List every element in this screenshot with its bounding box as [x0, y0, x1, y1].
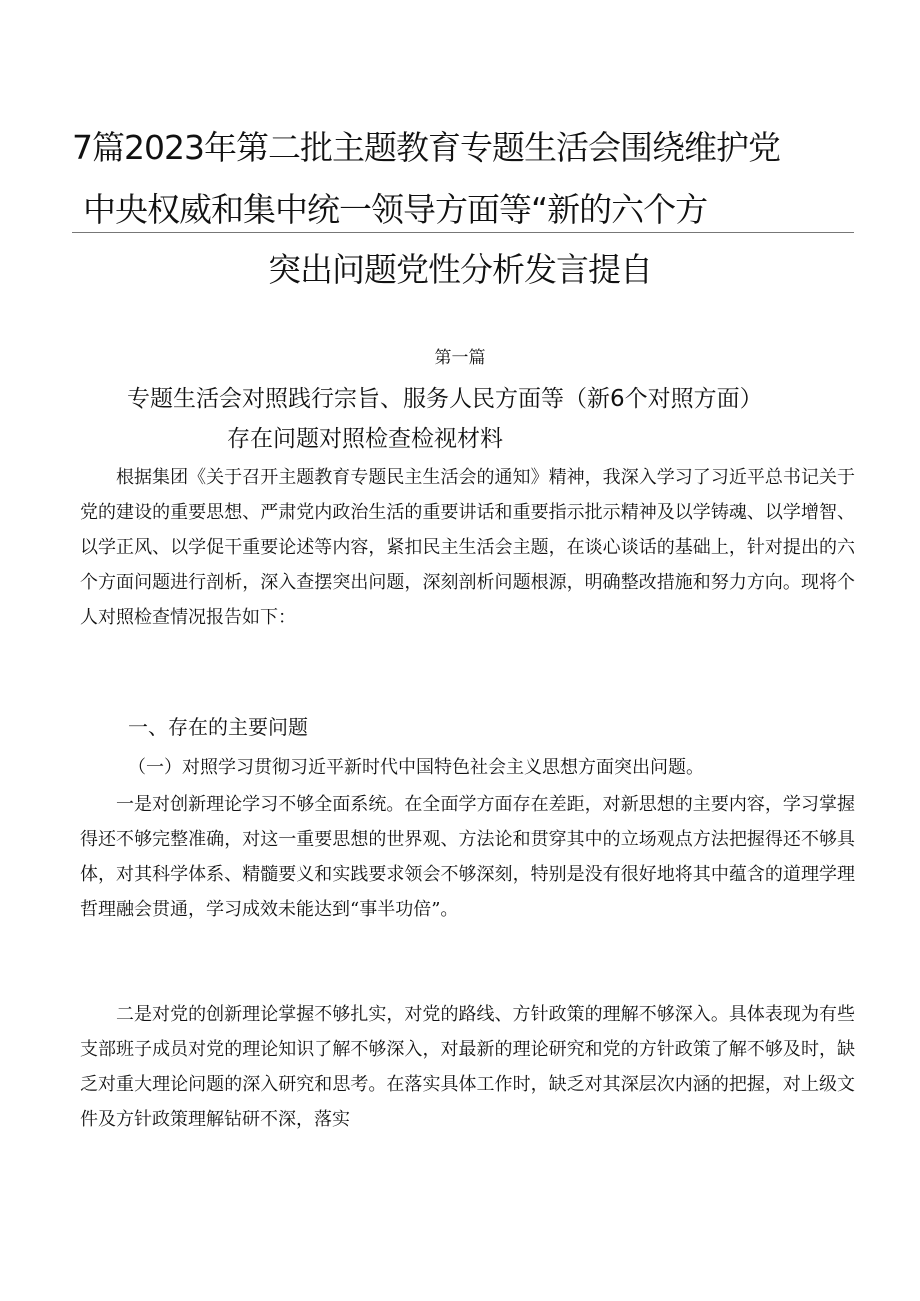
document-title-line-3: 突出问题党性分析发言提自 — [268, 250, 652, 289]
sub-heading-1: （一）对照学习贯彻习近平新时代中国特色社会主义思想方面突出问题。 — [128, 757, 704, 778]
intro-paragraph: 根据集团《关于召开主题教育专题民主生活会的通知》精神，我深入学习了习近平总书记关于党的建设的重要思想、严肃党内政治生活的重要讲话和重要指示批示精神及以学铸魂、以学增智、以学正风、以学促干重要论述等内容，紧扣民主生活会主题，在谈心谈话的基础上，针对提出的六个方面问题进行剖析，深入查摆突出问题，深刻剖析问题根源，明确整改措施和努力方向。现将个人对照检查情况报告如下： — [80, 467, 855, 628]
section-label: 第一篇 — [434, 348, 486, 368]
subtitle-line-1: 专题生活会对照践行宗旨、服务人民方面等（新6个对照方面） — [127, 386, 763, 412]
document-title-line-1: 7篇2023年第二批主题教育专题生活会围绕维护党 — [72, 128, 780, 167]
title-divider — [72, 232, 854, 233]
document-title-line-2: 中央权威和集中统一领导方面等“新的六个方 — [83, 190, 708, 229]
heading-main-problems: 一、存在的主要问题 — [128, 715, 308, 739]
body-paragraph-1: 一是对创新理论学习不够全面系统。在全面学方面存在差距，对新思想的主要内容，学习掌握得还不够完整准确，对这一重要思想的世界观、方法论和贯穿其中的立场观点方法把握得还不够具体，对其科学体系、精髓要义和实践要求领会不够深刻，特别是没有很好地将其中蕴含的道理学理哲理融会贯通，学习成效未能达到“事半功倍”。 — [80, 794, 855, 920]
body-paragraph-2: 二是对党的创新理论掌握不够扎实，对党的路线、方针政策的理解不够深入。具体表现为有些支部班子成员对党的理论知识了解不够深入，对最新的理论研究和党的方针政策了解不够及时，缺乏对重大理论问题的深入研究和思考。在落实具体工作时，缺乏对其深层次内涵的把握，对上级文件及方针政策理解钻研不深，落实 — [80, 1004, 855, 1130]
subtitle-line-2: 存在问题对照检查检视材料 — [227, 426, 503, 452]
